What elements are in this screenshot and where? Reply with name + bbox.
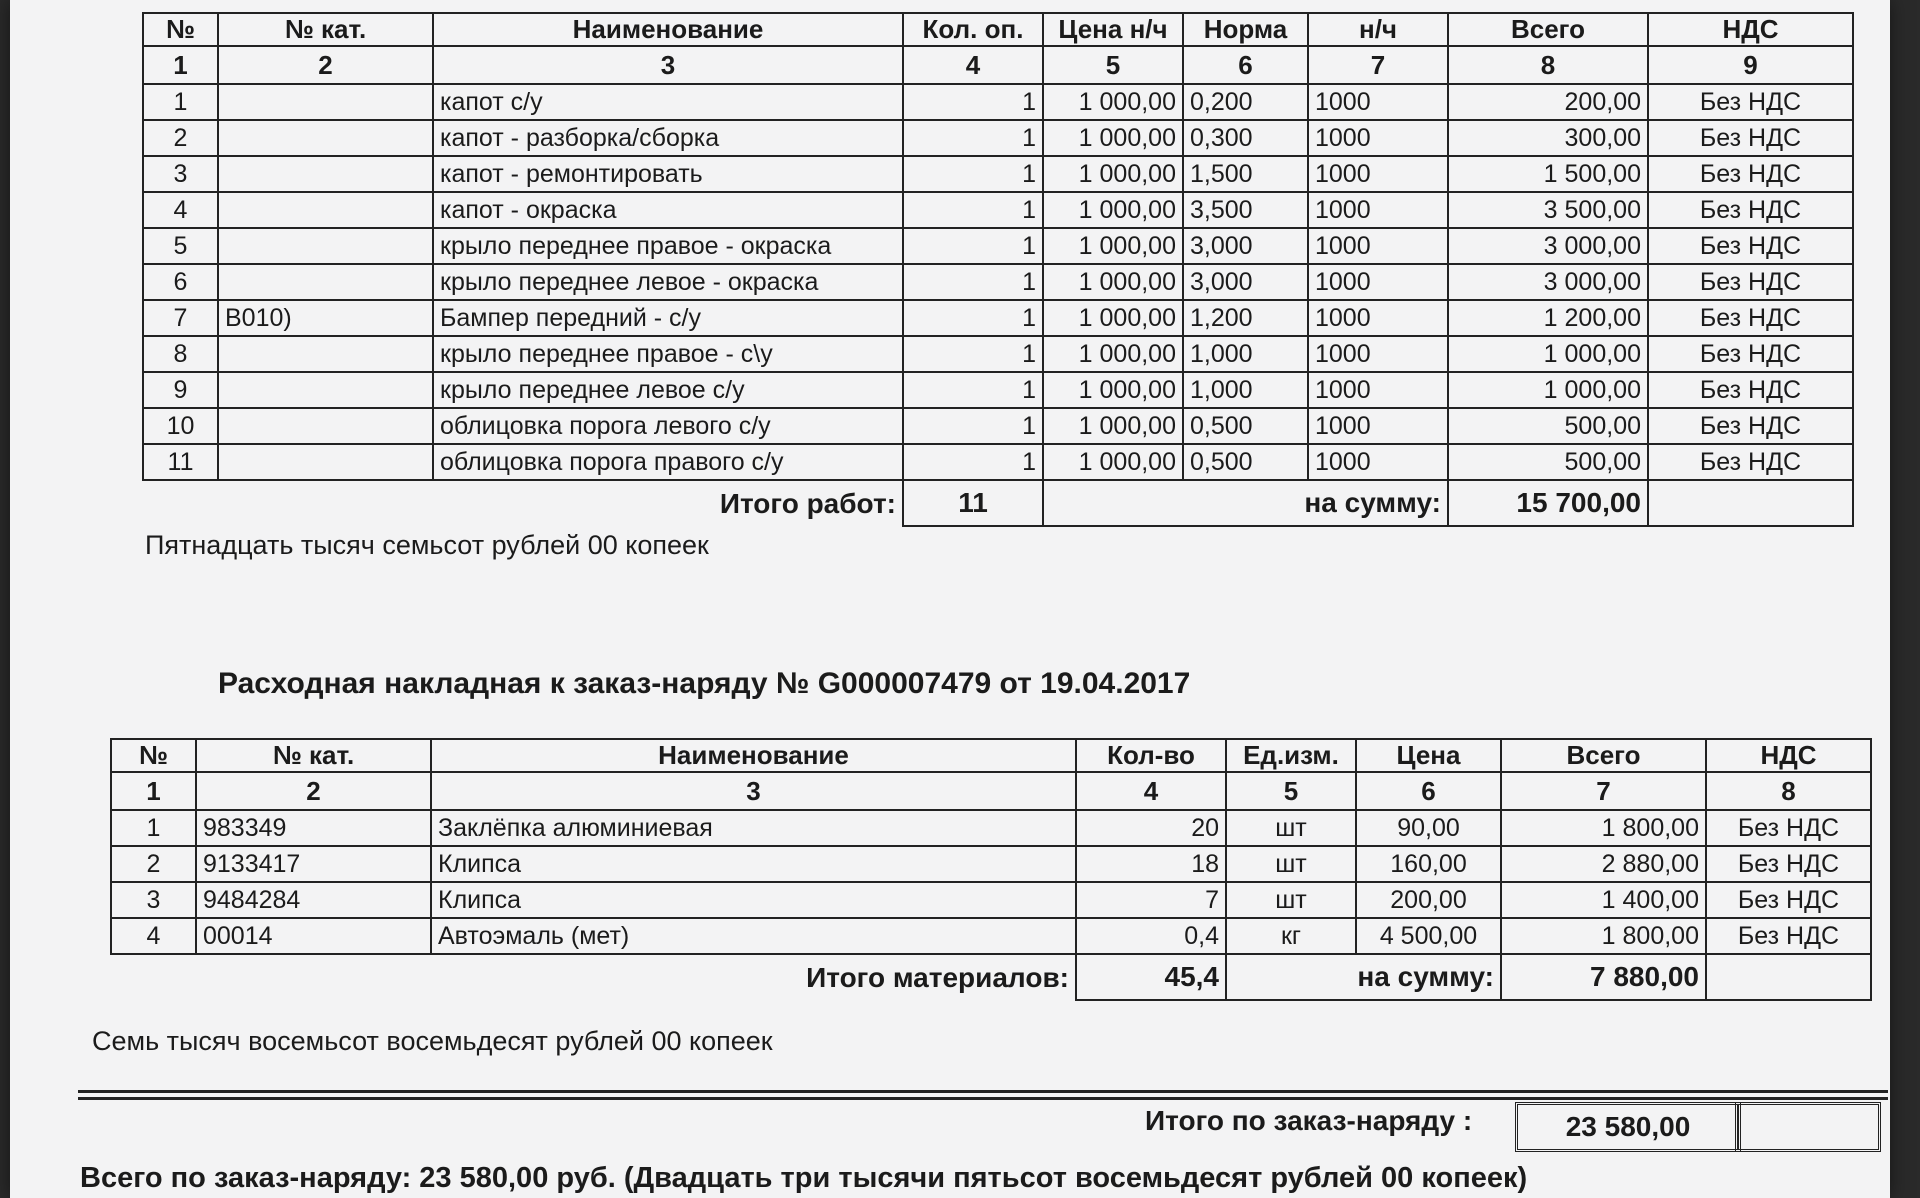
works-cell: Без НДС [1648,228,1853,264]
works-cell: 1 000,00 [1043,300,1183,336]
materials-cell: Без НДС [1706,918,1871,954]
works-cell: 200,00 [1448,84,1648,120]
materials-table [110,738,1872,1001]
works-cell: Без НДС [1648,84,1853,120]
works-col-index: 1 [143,46,218,84]
works-row [143,228,1853,264]
works-row [143,192,1853,228]
works-cell: 1 000,00 [1043,444,1183,480]
works-cell: крыло переднее правое - с\у [433,336,903,372]
works-cell: 1,000 [1183,336,1308,372]
works-cell: 1 [903,84,1043,120]
works-cell: 0,200 [1183,84,1308,120]
materials-cell: 2 [111,846,196,882]
works-cell: 1 [903,444,1043,480]
grand-total-vat [1735,1102,1881,1152]
materials-cell: 00014 [196,918,431,954]
works-cell: 1000 [1308,84,1448,120]
divider-line [78,1090,1888,1093]
materials-col-index: 3 [431,772,1076,810]
works-cell: Без НДС [1648,192,1853,228]
works-row [143,300,1853,336]
works-col-header: Наименование [433,13,903,46]
works-total-row [143,480,1853,526]
materials-cell: 20 [1076,810,1226,846]
works-sum-label: на сумму: [1043,480,1448,526]
works-total-label: Итого работ: [719,487,896,519]
materials-sum-value: 7 880,00 [1501,954,1706,1000]
works-cell: 1 [903,300,1043,336]
works-cell: 1 [903,336,1043,372]
works-cell: 3 000,00 [1448,228,1648,264]
materials-cell: Автоэмаль (мет) [431,918,1076,954]
works-cell: 1000 [1308,336,1448,372]
works-cell [218,192,433,228]
works-cell: Без НДС [1648,444,1853,480]
works-col-header: № кат. [218,13,433,46]
materials-cell: 2 880,00 [1501,846,1706,882]
works-cell: 1 200,00 [1448,300,1648,336]
works-cell: 1 500,00 [1448,156,1648,192]
works-cell [218,444,433,480]
works-col-header: № [143,13,218,46]
materials-cell: 1 [111,810,196,846]
works-cell [218,84,433,120]
materials-col-index: 8 [1706,772,1871,810]
materials-col-header: № [111,739,196,772]
works-row [143,372,1853,408]
works-cell: облицовка порога правого с/у [433,444,903,480]
works-cell: 1000 [1308,372,1448,408]
materials-col-header: Наименование [431,739,1076,772]
works-col-index: 4 [903,46,1043,84]
works-cell: 3,000 [1183,264,1308,300]
works-total-count: 11 [903,480,1043,526]
materials-col-index: 2 [196,772,431,810]
works-cell: 4 [143,192,218,228]
works-cell: 1 000,00 [1448,372,1648,408]
works-cell: 1,000 [1183,372,1308,408]
works-cell: 1,500 [1183,156,1308,192]
works-cell: 1 000,00 [1448,336,1648,372]
works-cell: 1 000,00 [1043,408,1183,444]
materials-cell: 200,00 [1356,882,1501,918]
works-row [143,84,1853,120]
works-cell: 500,00 [1448,444,1648,480]
works-col-index: 6 [1183,46,1308,84]
works-cell: крыло переднее правое - окраска [433,228,903,264]
works-cell [218,372,433,408]
works-cell: 1000 [1308,300,1448,336]
materials-col-index: 4 [1076,772,1226,810]
works-cell: 1 000,00 [1043,336,1183,372]
works-col-header: Кол. оп. [903,13,1043,46]
works-cell: 10 [143,408,218,444]
works-index-row [143,46,1853,84]
materials-header-row [111,739,1871,772]
works-cell: Без НДС [1648,120,1853,156]
works-cell: B010) [218,300,433,336]
works-cell: облицовка порога левого с/у [433,408,903,444]
works-col-header: н/ч [1308,13,1448,46]
materials-col-index: 1 [111,772,196,810]
materials-cell: 983349 [196,810,431,846]
works-cell: 1 [903,264,1043,300]
materials-total-label: Итого материалов: [806,961,1069,993]
works-cell: Без НДС [1648,372,1853,408]
works-cell: 300,00 [1448,120,1648,156]
works-cell: 1,200 [1183,300,1308,336]
materials-cell: 18 [1076,846,1226,882]
grand-total-value: 23 580,00 [1515,1102,1741,1152]
works-cell: крыло переднее левое - окраска [433,264,903,300]
works-cell: 1 [903,192,1043,228]
works-cell: 9 [143,372,218,408]
works-row [143,120,1853,156]
materials-col-index: 5 [1226,772,1356,810]
works-cell: 1 [903,228,1043,264]
materials-total-row [111,954,1871,1000]
works-cell: 3,500 [1183,192,1308,228]
works-cell: 5 [143,228,218,264]
materials-cell: Без НДС [1706,882,1871,918]
works-cell: 1000 [1308,120,1448,156]
works-col-header: Цена н/ч [1043,13,1183,46]
works-col-index: 2 [218,46,433,84]
works-col-index: 7 [1308,46,1448,84]
works-row [143,156,1853,192]
works-cell: 6 [143,264,218,300]
works-sum-vat [1648,480,1853,526]
final-total-line: Всего по заказ-наряду: 23 580,00 руб. (Двадцать три тысячи пятьсот восемьдесят рублей 00 копеек) [80,1162,1528,1194]
works-cell: 1 [903,156,1043,192]
works-header-row [143,13,1853,46]
works-cell: 3,000 [1183,228,1308,264]
works-row [143,336,1853,372]
works-cell: 11 [143,444,218,480]
works-table [142,12,1854,527]
works-cell: 500,00 [1448,408,1648,444]
materials-cell: 1 800,00 [1501,918,1706,954]
materials-col-header: № кат. [196,739,431,772]
materials-col-index: 7 [1501,772,1706,810]
materials-col-header: Цена [1356,739,1501,772]
materials-cell: Клипса [431,846,1076,882]
materials-cell: 7 [1076,882,1226,918]
materials-sum-vat [1706,954,1871,1000]
materials-cell: Клипса [431,882,1076,918]
works-cell [218,408,433,444]
works-cell: 0,500 [1183,444,1308,480]
works-cell: 1 000,00 [1043,156,1183,192]
materials-cell: 4 500,00 [1356,918,1501,954]
works-cell: 0,500 [1183,408,1308,444]
works-cell: Без НДС [1648,408,1853,444]
materials-cell: Без НДС [1706,810,1871,846]
materials-col-header: Всего [1501,739,1706,772]
works-cell: 1 000,00 [1043,264,1183,300]
materials-col-index: 6 [1356,772,1501,810]
works-row [143,264,1853,300]
works-col-index: 3 [433,46,903,84]
works-cell: 1000 [1308,264,1448,300]
materials-cell: шт [1226,846,1356,882]
materials-col-header: НДС [1706,739,1871,772]
works-cell: 3 [143,156,218,192]
materials-row [111,846,1871,882]
works-cell: 3 000,00 [1448,264,1648,300]
works-cell: 0,300 [1183,120,1308,156]
works-col-header: НДС [1648,13,1853,46]
works-cell: 1 [903,372,1043,408]
materials-cell: Заклёпка алюминиевая [431,810,1076,846]
works-col-header: Всего [1448,13,1648,46]
works-sum-value: 15 700,00 [1448,480,1648,526]
works-cell: 1000 [1308,228,1448,264]
materials-total-count: 45,4 [1076,954,1226,1000]
materials-cell: 90,00 [1356,810,1501,846]
works-cell: 1 [143,84,218,120]
works-cell: капот - ремонтировать [433,156,903,192]
works-cell: 1 000,00 [1043,228,1183,264]
materials-heading: Расходная накладная к заказ-наряду № G000007479 от 19.04.2017 [218,667,1191,700]
divider-line [78,1097,1888,1100]
works-cell: капот - разборка/сборка [433,120,903,156]
works-cell: 3 500,00 [1448,192,1648,228]
works-cell: 1000 [1308,444,1448,480]
materials-col-header: Кол-во [1076,739,1226,772]
works-cell: Бампер передний - с/у [433,300,903,336]
works-col-index: 5 [1043,46,1183,84]
works-cell [218,264,433,300]
works-cell: 1 000,00 [1043,372,1183,408]
materials-cell: 9484284 [196,882,431,918]
materials-cell: Без НДС [1706,846,1871,882]
materials-cell: 160,00 [1356,846,1501,882]
works-cell: 7 [143,300,218,336]
works-cell [218,228,433,264]
works-sum-words: Пятнадцать тысяч семьсот рублей 00 копеек [145,530,709,560]
materials-row [111,882,1871,918]
materials-index-row [111,772,1871,810]
materials-cell: 0,4 [1076,918,1226,954]
works-cell: 1 000,00 [1043,120,1183,156]
works-cell: капот - окраска [433,192,903,228]
works-cell [218,156,433,192]
works-col-index: 9 [1648,46,1853,84]
materials-cell: 1 400,00 [1501,882,1706,918]
works-cell: 1 000,00 [1043,192,1183,228]
materials-sum-label: на сумму: [1226,954,1501,1000]
works-cell: Без НДС [1648,300,1853,336]
works-row [143,444,1853,480]
works-cell: Без НДС [1648,336,1853,372]
works-cell: крыло переднее левое с/у [433,372,903,408]
materials-cell: 3 [111,882,196,918]
materials-col-header: Ед.изм. [1226,739,1356,772]
works-col-header: Норма [1183,13,1308,46]
works-cell: капот с/у [433,84,903,120]
grand-total-label: Итого по заказ-наряду : [1145,1105,1473,1136]
works-cell: 1000 [1308,408,1448,444]
materials-cell: 1 800,00 [1501,810,1706,846]
works-cell: 8 [143,336,218,372]
works-cell: 1 [903,120,1043,156]
works-row [143,408,1853,444]
works-cell [218,120,433,156]
materials-cell: шт [1226,810,1356,846]
materials-cell: кг [1226,918,1356,954]
works-col-index: 8 [1448,46,1648,84]
works-cell: Без НДС [1648,156,1853,192]
materials-cell: 4 [111,918,196,954]
works-cell: 1000 [1308,192,1448,228]
materials-row [111,918,1871,954]
materials-sum-words: Семь тысяч восемьсот восемьдесят рублей 00 копеек [92,1026,773,1056]
materials-cell: шт [1226,882,1356,918]
works-cell: 1 [903,408,1043,444]
works-cell [218,336,433,372]
works-cell: Без НДС [1648,264,1853,300]
works-cell: 1000 [1308,156,1448,192]
materials-cell: 9133417 [196,846,431,882]
works-cell: 1 000,00 [1043,84,1183,120]
works-cell: 2 [143,120,218,156]
invoice-paper [10,0,1890,1198]
materials-row [111,810,1871,846]
